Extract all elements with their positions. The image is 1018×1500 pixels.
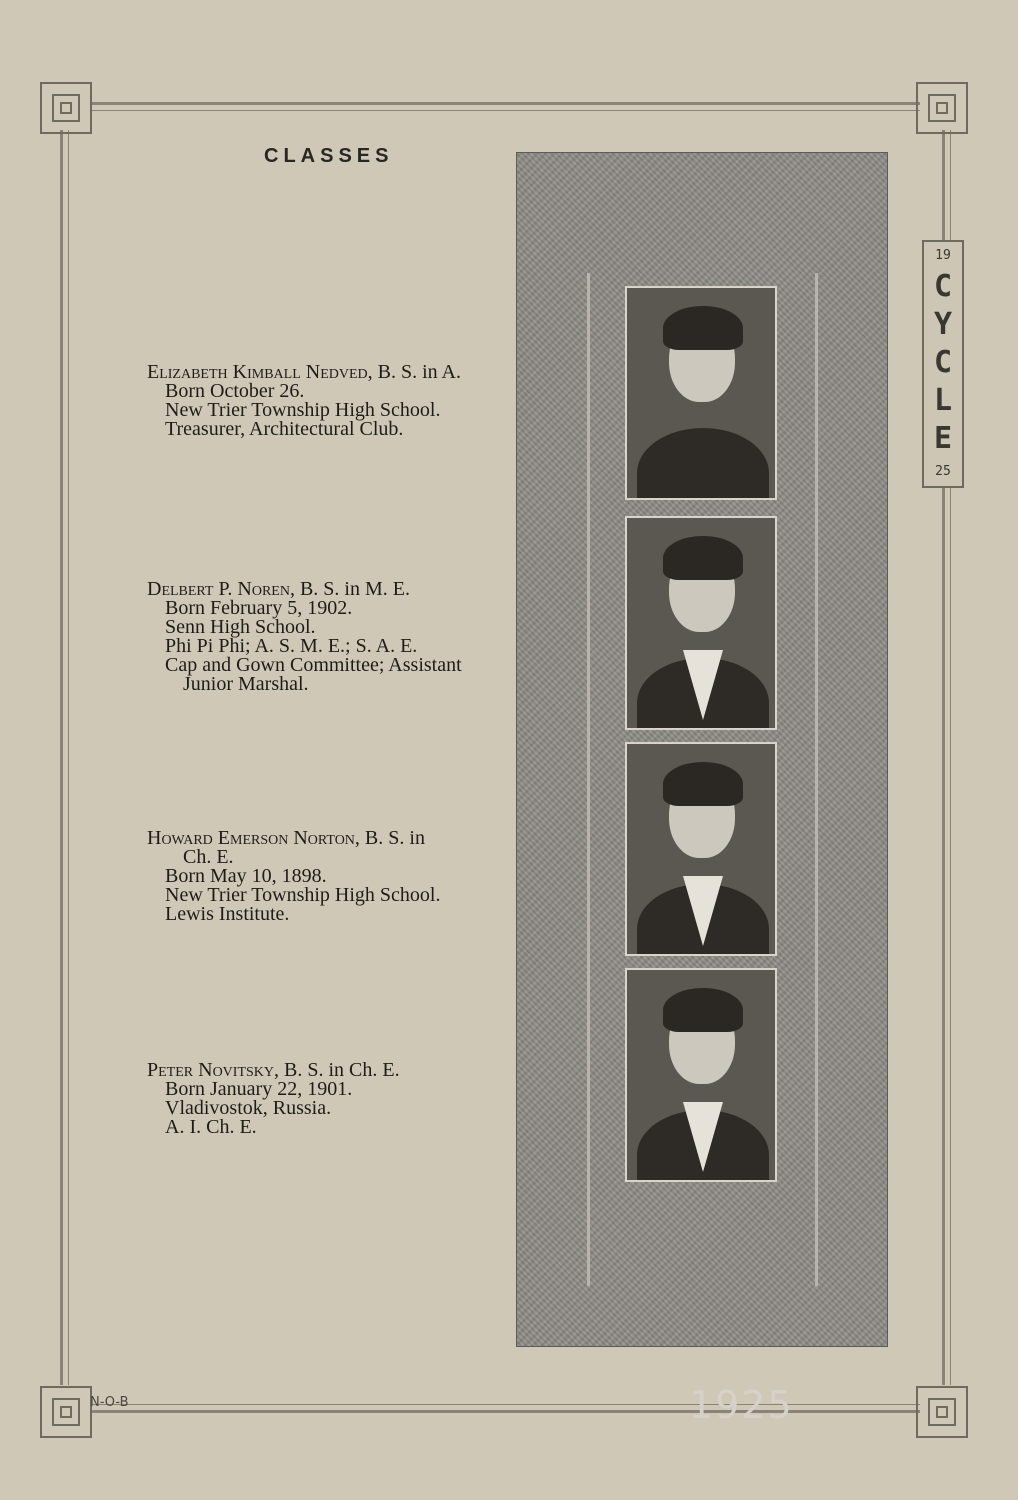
degree: , B. S. in Ch. E. <box>274 1059 400 1081</box>
engraver-initials: N-O-B <box>90 1395 129 1410</box>
entry-line: Senn High School. <box>165 616 316 638</box>
degree: , B. S. in A. <box>367 361 461 383</box>
side-tab-cycle <box>922 240 964 488</box>
entry-line: Born May 10, 1898. <box>165 865 327 887</box>
student-entry <box>147 363 507 439</box>
portrait-photo-norton <box>625 742 777 956</box>
entry-line: Born February 5, 1902. <box>165 597 353 619</box>
degree: , B. S. in <box>354 827 425 849</box>
entry-line: Phi Pi Phi; A. S. M. E.; S. A. E. <box>165 635 418 657</box>
entry-line: Treasurer, Architectural Club. <box>165 418 404 440</box>
portrait-hair <box>663 306 743 350</box>
first-names: Delbert P. <box>147 578 233 600</box>
page-title: CLASSES <box>264 145 394 167</box>
corner-ornament-top-left <box>40 82 92 134</box>
first-names: Elizabeth Kimball <box>147 361 301 383</box>
border-left-inner <box>68 130 69 1385</box>
side-tab-letter: Y <box>933 307 953 342</box>
border-bottom-inner <box>90 1404 920 1405</box>
surname: Novitsky <box>198 1059 275 1081</box>
entry-line: Born January 22, 1901. <box>165 1078 353 1100</box>
side-tab-letter: L <box>933 383 953 418</box>
degree-continuation: Ch. E. <box>183 846 234 868</box>
entry-line: Born October 26. <box>165 380 305 402</box>
entry-line: A. I. Ch. E. <box>165 1116 257 1138</box>
side-tab-letter: C <box>933 269 953 304</box>
portrait-hair <box>663 762 743 806</box>
surname: Noren <box>237 578 290 600</box>
student-entry <box>147 1061 507 1137</box>
side-tab-top-number: 19 <box>935 248 951 263</box>
first-names: Howard Emerson <box>147 827 289 849</box>
year-mark: 1925 <box>689 1383 794 1427</box>
entry-line-continuation: Junior Marshal. <box>183 673 309 695</box>
portrait-hair <box>663 536 743 580</box>
portrait-body <box>637 428 769 500</box>
first-names: Peter <box>147 1059 194 1081</box>
border-top-inner <box>90 110 920 111</box>
border-top <box>90 102 920 105</box>
surname: Nedved <box>305 361 368 383</box>
student-entry <box>147 829 507 924</box>
corner-ornament-bottom-left <box>40 1386 92 1438</box>
degree: , B. S. in M. E. <box>289 578 410 600</box>
border-bottom <box>90 1410 920 1413</box>
portrait-photo-novitsky <box>625 968 777 1182</box>
entry-line: Vladivostok, Russia. <box>165 1097 332 1119</box>
surname: Norton <box>293 827 355 849</box>
photo-strip <box>516 152 888 1427</box>
border-left <box>60 130 63 1385</box>
side-tab-letter: E <box>933 421 953 456</box>
entry-line: Cap and Gown Committee; Assistant <box>165 654 462 676</box>
corner-ornament-top-right <box>916 82 968 134</box>
side-tab-bottom-number: 25 <box>935 464 951 479</box>
portrait-photo-noren <box>625 516 777 730</box>
entry-line: Lewis Institute. <box>165 903 290 925</box>
portrait-hair <box>663 988 743 1032</box>
entry-line: New Trier Township High School. <box>165 884 441 906</box>
student-entry <box>147 580 507 694</box>
corner-ornament-bottom-right <box>916 1386 968 1438</box>
side-tab-letter: C <box>933 345 953 380</box>
ornament-rule-left <box>587 273 590 1286</box>
portrait-photo-nedved <box>625 286 777 500</box>
entry-line: New Trier Township High School. <box>165 399 441 421</box>
ornament-rule-right <box>815 273 818 1286</box>
